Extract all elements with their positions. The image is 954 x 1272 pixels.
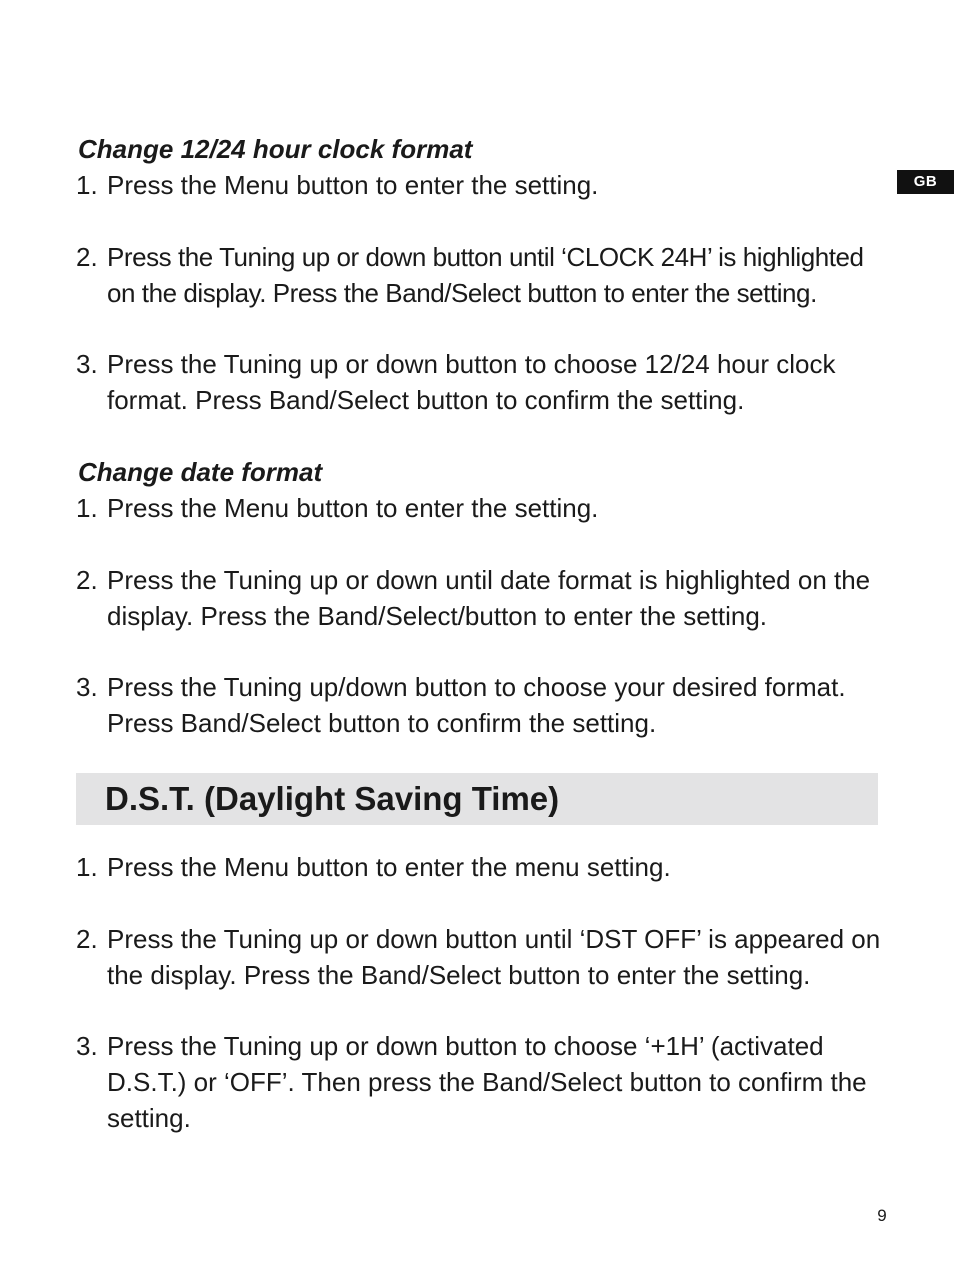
step-number: 2.: [76, 924, 98, 954]
step-text: Press the Tuning up or down button to choose 12/24 hour clock format. Press Band/Select button to confirm the setting.: [107, 349, 836, 415]
date-format-step-1: [76, 490, 886, 526]
step-text: Press the Tuning up or down until date format is highlighted on the display. Press the Band/Select/button to enter the setting.: [107, 565, 871, 631]
dst-section-banner: [76, 773, 878, 825]
step-text: Press the Tuning up or down button until ‘CLOCK 24H’ is highlighted on the display. Press the Band/Select button to enter the setting.: [107, 242, 864, 308]
step-text: Press the Tuning up/down button to choose your desired format. Press Band/Select button to confirm the setting.: [107, 672, 846, 738]
date-format-step-2: [76, 562, 886, 634]
language-tab: GB: [897, 170, 954, 194]
dst-step-2: [76, 921, 886, 993]
dst-section-title: D.S.T. (Daylight Saving Time): [105, 780, 560, 817]
step-number: 1.: [76, 170, 98, 200]
step-number: 2.: [76, 565, 98, 595]
step-number: 1.: [76, 493, 98, 523]
step-text: Press the Menu button to enter the setting.: [107, 170, 599, 200]
step-text: Press the Tuning up or down button until ‘DST OFF’ is appeared on the display. Press the Band/Select button to enter the setting.: [107, 924, 881, 990]
clock-format-step-1: [76, 167, 886, 203]
dst-step-3: [76, 1028, 886, 1136]
step-text: Press the Tuning up or down button to choose ‘+1H’ (activated D.S.T.) or ‘OFF’. Then press the Band/Select button to confirm the setting.: [107, 1031, 867, 1133]
page-number: 9: [877, 1206, 887, 1225]
clock-format-heading: Change 12/24 hour clock format: [78, 134, 473, 164]
step-number: 2.: [76, 242, 98, 272]
step-number: 1.: [76, 852, 98, 882]
date-format-step-3: [76, 669, 886, 741]
clock-format-step-3: [76, 346, 886, 418]
dst-step-1: [76, 849, 886, 885]
step-number: 3.: [76, 349, 98, 379]
step-text: Press the Menu button to enter the setting.: [107, 493, 599, 523]
date-format-heading: Change date format: [78, 457, 323, 487]
step-text: Press the Menu button to enter the menu setting.: [107, 852, 671, 882]
clock-format-step-2: [76, 239, 886, 311]
step-number: 3.: [76, 1031, 98, 1061]
step-number: 3.: [76, 672, 98, 702]
